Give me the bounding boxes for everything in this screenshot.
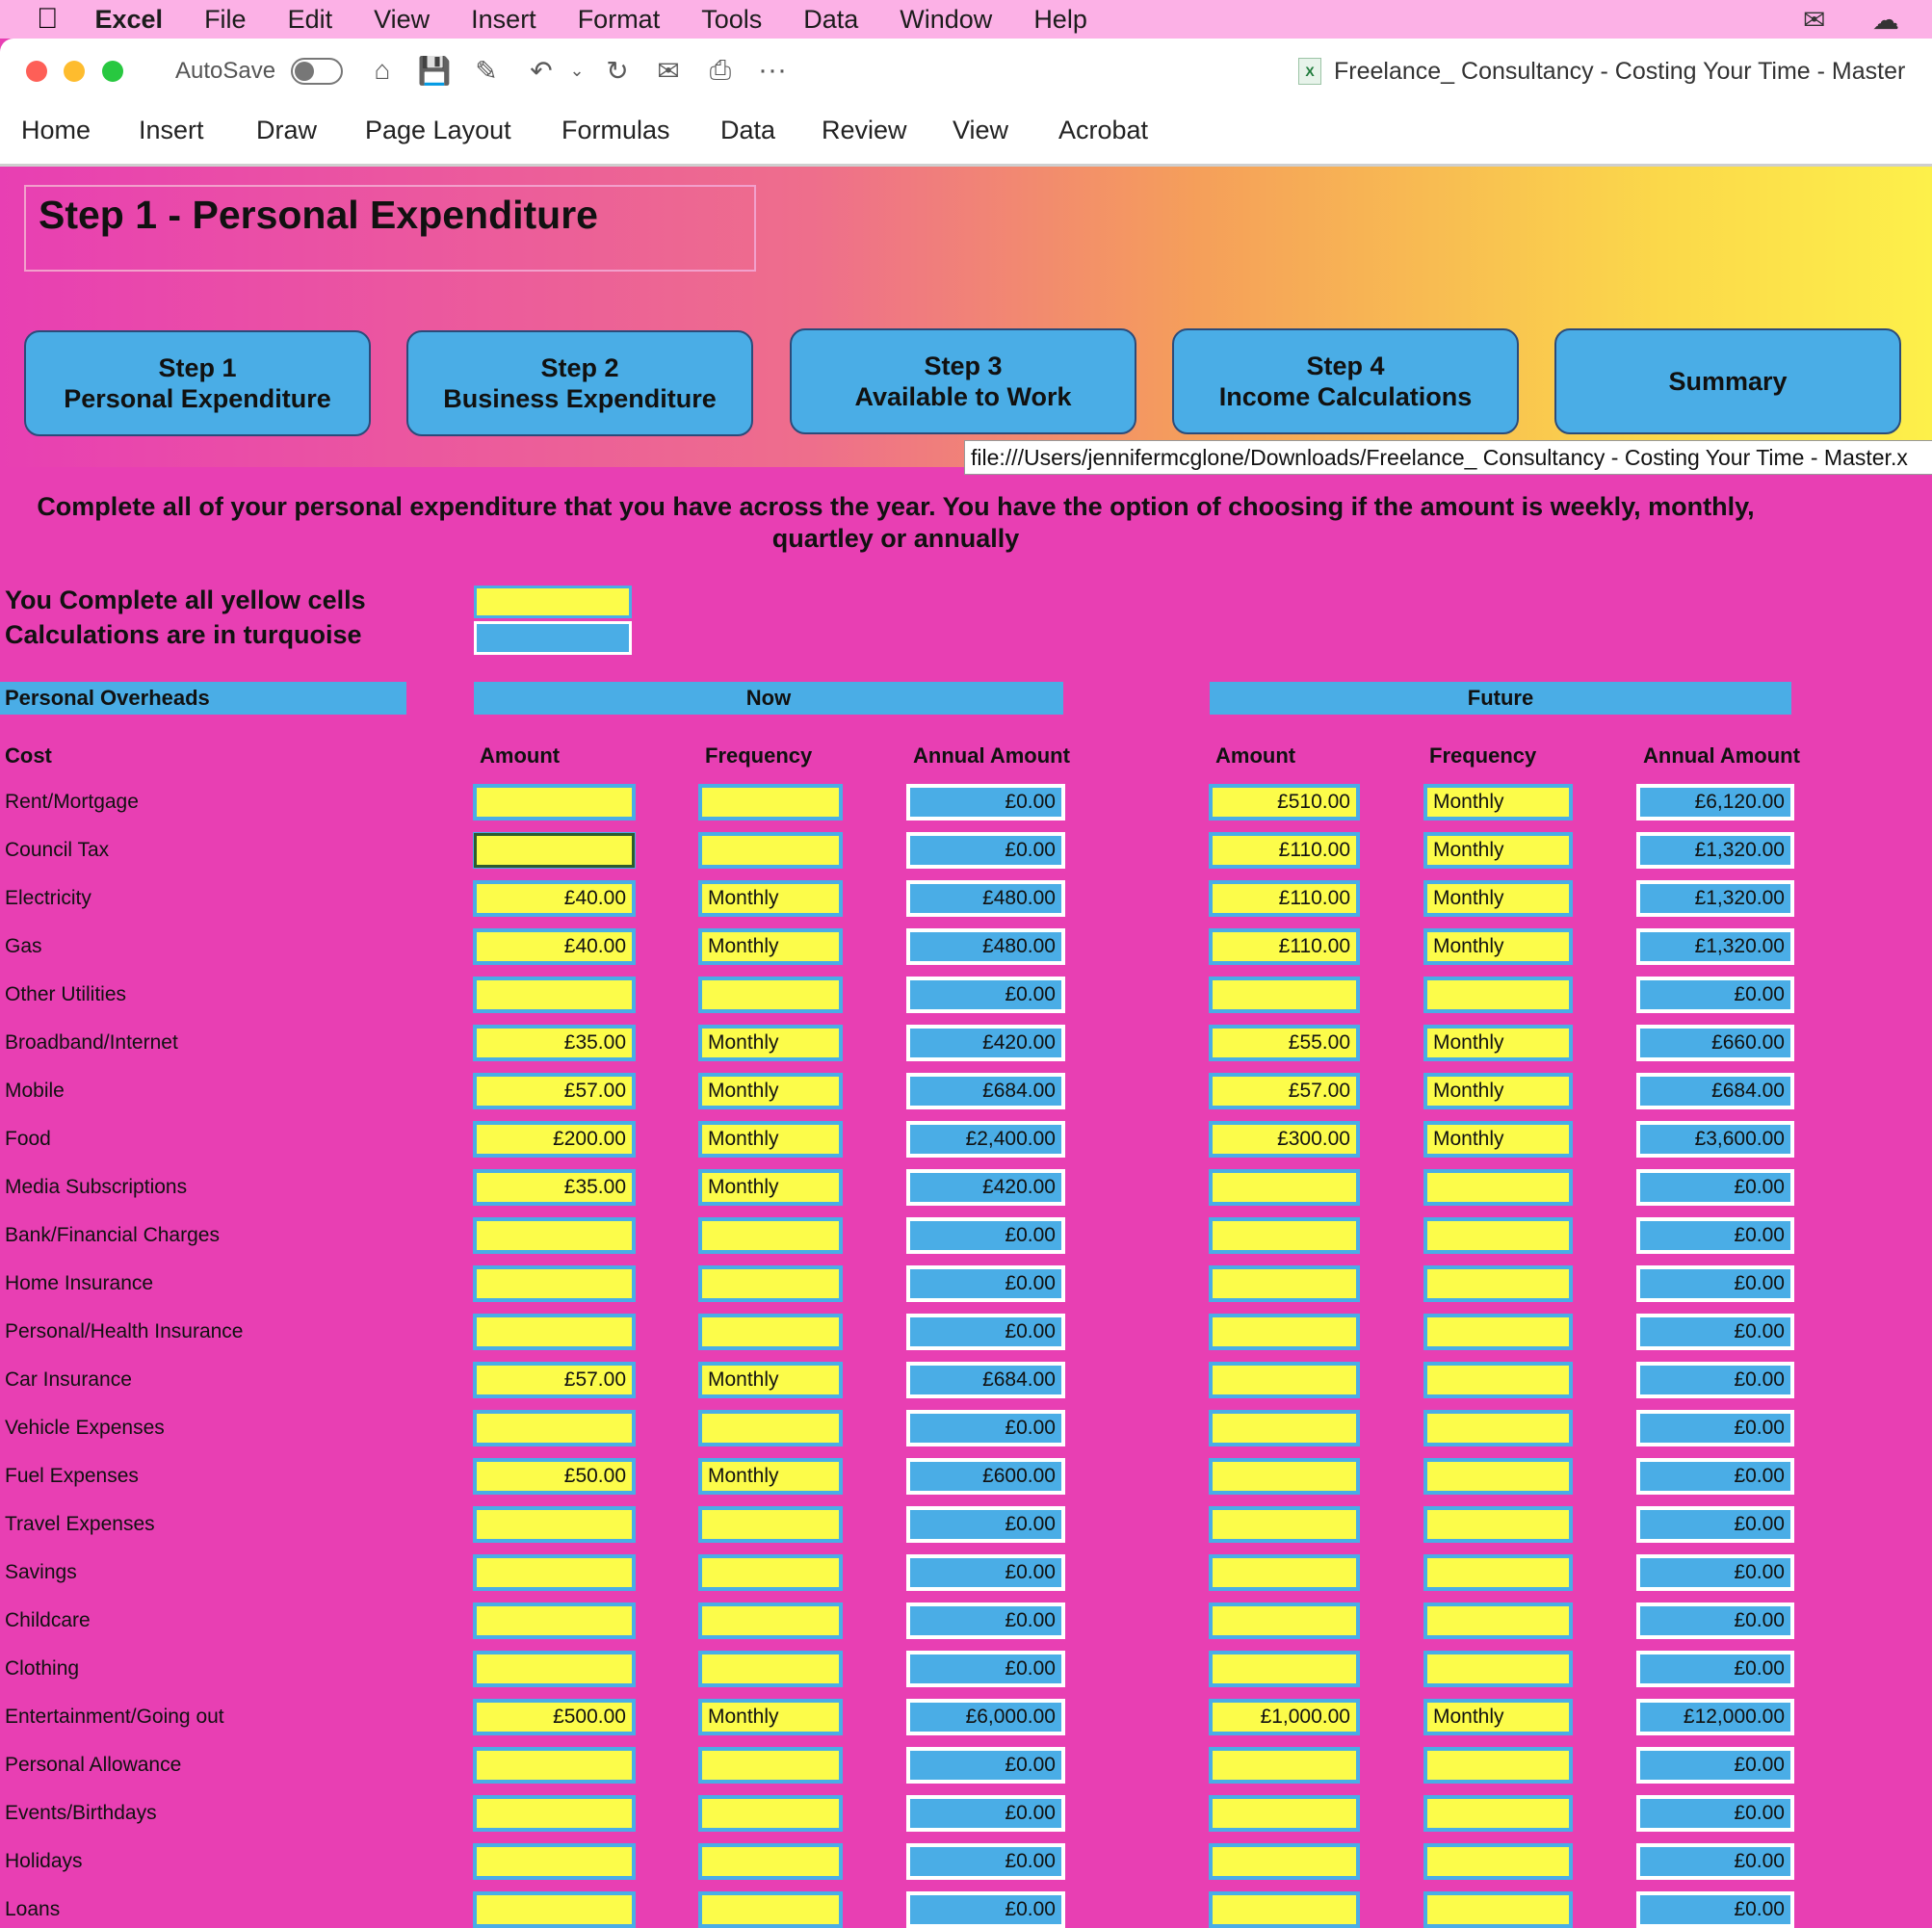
future-frequency-cell[interactable]	[1423, 1795, 1573, 1832]
menu-format[interactable]: Format	[556, 4, 639, 34]
now-amount-cell[interactable]: £200.00	[473, 1121, 636, 1158]
now-annual-cell[interactable]: £600.00	[906, 1458, 1065, 1495]
excel-file-icon: X	[1298, 58, 1321, 85]
now-frequency-cell[interactable]	[698, 1554, 843, 1591]
cost-label: Savings	[5, 1561, 77, 1583]
menu-window[interactable]: Window	[877, 4, 971, 34]
tab-insert[interactable]: Insert	[139, 116, 204, 144]
cost-label: Mobile	[5, 1080, 65, 1102]
future-amount-cell[interactable]: £110.00	[1209, 880, 1360, 917]
menu-edit[interactable]: Edit	[266, 4, 311, 34]
mac-menu-bar	[0, 0, 1932, 39]
outlook-icon[interactable]: ✉	[1803, 4, 1826, 35]
future-amount-cell[interactable]: £300.00	[1209, 1121, 1360, 1158]
future-annual-cell[interactable]: £6,120.00	[1636, 784, 1794, 821]
now-frequency-cell[interactable]	[698, 1747, 843, 1784]
future-annual-cell[interactable]: £0.00	[1636, 1506, 1794, 1543]
instructions-line-2: quartley or annually	[771, 524, 1020, 553]
future-frequency-cell[interactable]	[1423, 1362, 1573, 1398]
now-frequency-cell[interactable]: Monthly	[698, 1362, 843, 1398]
future-annual-cell[interactable]: £660.00	[1636, 1025, 1794, 1061]
legend-yellow-label: You Complete all yellow cells	[5, 586, 366, 614]
future-amount-cell[interactable]	[1209, 1265, 1360, 1302]
future-annual-cell[interactable]: £1,320.00	[1636, 880, 1794, 917]
future-annual-cell[interactable]: £0.00	[1636, 1843, 1794, 1880]
cost-label: Electricity	[5, 887, 91, 909]
hyperlink-tooltip: file:///Users/jennifermcglone/Downloads/Freelance_ Consultancy - Costing Your Time - Master.x	[964, 440, 1932, 475]
future-frequency-cell[interactable]	[1423, 1265, 1573, 1302]
tab-formulas[interactable]: Formulas	[561, 116, 670, 144]
now-amount-cell[interactable]	[473, 1843, 636, 1880]
document-title: Freelance_ Consultancy - Costing Your Time - Master	[1334, 58, 1906, 85]
cost-label: Holidays	[5, 1850, 83, 1872]
step-3-button[interactable]	[790, 328, 1136, 434]
undo-dropdown-chevron-icon[interactable]: ⌄	[569, 60, 585, 80]
now-frequency-cell[interactable]	[698, 1410, 843, 1446]
future-annual-cell[interactable]: £0.00	[1636, 1891, 1794, 1928]
now-annual-cell[interactable]: £0.00	[906, 1217, 1065, 1254]
future-frequency-cell[interactable]	[1423, 1891, 1573, 1928]
now-frequency-cell[interactable]	[698, 1217, 843, 1254]
now-annual-cell[interactable]: £0.00	[906, 1651, 1065, 1687]
now-amount-cell[interactable]: £57.00	[473, 1362, 636, 1398]
now-amount-cell[interactable]	[473, 1602, 636, 1639]
tab-page-layout[interactable]: Page Layout	[365, 116, 511, 144]
now-frequency-cell[interactable]	[698, 1795, 843, 1832]
now-annual-cell[interactable]: £0.00	[906, 784, 1065, 821]
future-amount-cell[interactable]: £57.00	[1209, 1073, 1360, 1109]
future-amount-cell[interactable]	[1209, 1891, 1360, 1928]
future-amount-cell[interactable]	[1209, 1314, 1360, 1350]
step-3-line2: Available to Work	[854, 382, 1072, 411]
now-frequency-cell[interactable]	[698, 1602, 843, 1639]
now-annual-cell[interactable]: £0.00	[906, 1410, 1065, 1446]
step-4-line2: Income Calculations	[1218, 382, 1473, 411]
now-amount-cell[interactable]	[473, 1891, 636, 1928]
future-frequency-cell[interactable]: Monthly	[1423, 928, 1573, 965]
menu-insert[interactable]: Insert	[449, 4, 515, 34]
cost-label: Clothing	[5, 1657, 80, 1680]
future-annual-cell[interactable]: £0.00	[1636, 1458, 1794, 1495]
now-amount-cell[interactable]	[473, 1747, 636, 1784]
now-amount-cell[interactable]	[473, 1265, 636, 1302]
menu-tools[interactable]: Tools	[679, 4, 741, 34]
home-icon[interactable]: ⌂	[374, 55, 391, 85]
future-annual-cell[interactable]: £0.00	[1636, 1362, 1794, 1398]
tab-view[interactable]: View	[953, 116, 1009, 144]
future-annual-cell[interactable]: £1,320.00	[1636, 928, 1794, 965]
tab-review[interactable]: Review	[822, 116, 907, 144]
now-frequency-cell[interactable]: Monthly	[698, 880, 843, 917]
now-amount-cell[interactable]: £57.00	[473, 1073, 636, 1109]
future-annual-cell[interactable]: £0.00	[1636, 1651, 1794, 1687]
instructions-line-1: Complete all of your personal expenditure that you have across the year. You have the option of choosing if the amount is weekly, monthly,	[37, 492, 1755, 521]
future-frequency-cell[interactable]	[1423, 977, 1573, 1013]
step-4-line1: Step 4	[1306, 352, 1385, 380]
future-annual-cell[interactable]: £684.00	[1636, 1073, 1794, 1109]
now-amount-cell[interactable]: £35.00	[473, 1025, 636, 1061]
now-annual-cell[interactable]: £480.00	[906, 880, 1065, 917]
cost-label: Loans	[5, 1898, 61, 1920]
future-annual-cell[interactable]: £0.00	[1636, 1554, 1794, 1591]
more-icon[interactable]: ···	[758, 54, 787, 86]
header-now-frequency: Frequency	[705, 743, 813, 768]
header-now-amount: Amount	[480, 743, 561, 768]
now-annual-cell[interactable]: £480.00	[906, 928, 1065, 965]
future-amount-cell[interactable]	[1209, 1217, 1360, 1254]
future-annual-cell[interactable]: £0.00	[1636, 1410, 1794, 1446]
future-annual-cell[interactable]: £0.00	[1636, 1265, 1794, 1302]
now-frequency-cell[interactable]	[698, 784, 843, 821]
cost-label: Travel Expenses	[5, 1513, 155, 1535]
future-frequency-cell[interactable]	[1423, 1410, 1573, 1446]
now-frequency-cell[interactable]	[698, 1506, 843, 1543]
now-frequency-cell[interactable]	[698, 1843, 843, 1880]
now-amount-cell[interactable]: £40.00	[473, 880, 636, 917]
now-annual-cell[interactable]: £0.00	[906, 1843, 1065, 1880]
cost-label: Broadband/Internet	[5, 1031, 178, 1054]
future-annual-cell[interactable]: £0.00	[1636, 1169, 1794, 1206]
future-annual-cell[interactable]: £0.00	[1636, 1602, 1794, 1639]
future-frequency-cell[interactable]	[1423, 1217, 1573, 1254]
cost-label: Home Insurance	[5, 1272, 154, 1294]
future-frequency-cell[interactable]	[1423, 1458, 1573, 1495]
header-now-annual: Annual Amount	[913, 743, 1070, 768]
tab-data[interactable]: Data	[720, 116, 776, 144]
header-future-annual: Annual Amount	[1643, 743, 1800, 768]
future-amount-cell[interactable]: £1,000.00	[1209, 1699, 1360, 1735]
cost-label: Personal/Health Insurance	[5, 1320, 244, 1342]
now-annual-cell[interactable]: £0.00	[906, 1795, 1065, 1832]
section-future: Future	[1210, 682, 1791, 715]
now-annual-cell[interactable]: £0.00	[906, 1554, 1065, 1591]
now-annual-cell[interactable]: £0.00	[906, 1891, 1065, 1928]
now-amount-cell[interactable]	[473, 1506, 636, 1543]
now-frequency-cell[interactable]: Monthly	[698, 1073, 843, 1109]
now-annual-cell[interactable]: £684.00	[906, 1073, 1065, 1109]
tab-home[interactable]: Home	[21, 116, 91, 144]
now-annual-cell[interactable]: £684.00	[906, 1362, 1065, 1398]
future-amount-cell[interactable]	[1209, 1362, 1360, 1398]
now-frequency-cell[interactable]: Monthly	[698, 1699, 843, 1735]
cost-label: Other Utilities	[5, 983, 127, 1005]
now-frequency-cell[interactable]	[698, 977, 843, 1013]
future-amount-cell[interactable]	[1209, 1795, 1360, 1832]
now-annual-cell[interactable]: £420.00	[906, 1025, 1065, 1061]
future-frequency-cell[interactable]: Monthly	[1423, 784, 1573, 821]
future-frequency-cell[interactable]: Monthly	[1423, 1025, 1573, 1061]
now-frequency-cell[interactable]: Monthly	[698, 1025, 843, 1061]
now-frequency-cell[interactable]: Monthly	[698, 1121, 843, 1158]
now-amount-cell[interactable]: £35.00	[473, 1169, 636, 1206]
future-annual-cell[interactable]: £0.00	[1636, 1217, 1794, 1254]
future-amount-cell[interactable]: £110.00	[1209, 928, 1360, 965]
close-window-button[interactable]	[26, 61, 47, 82]
future-frequency-cell[interactable]	[1423, 1314, 1573, 1350]
now-annual-cell[interactable]: £0.00	[906, 832, 1065, 869]
now-frequency-cell[interactable]	[698, 1651, 843, 1687]
legend-blue-swatch	[474, 621, 632, 655]
save-icon[interactable]: 💾	[417, 55, 452, 86]
now-annual-cell[interactable]: £0.00	[906, 1314, 1065, 1350]
now-amount-cell[interactable]	[473, 1554, 636, 1591]
summary-button[interactable]	[1554, 328, 1901, 434]
now-amount-cell[interactable]	[473, 1217, 636, 1254]
section-personal-overheads: Personal Overheads	[0, 682, 406, 715]
toggle-knob	[295, 62, 314, 81]
future-amount-cell[interactable]	[1209, 1651, 1360, 1687]
cost-label: Entertainment/Going out	[5, 1706, 224, 1728]
future-amount-cell[interactable]	[1209, 1843, 1360, 1880]
future-amount-cell[interactable]: £510.00	[1209, 784, 1360, 821]
menu-view[interactable]: View	[352, 4, 408, 34]
now-annual-cell[interactable]: £0.00	[906, 1747, 1065, 1784]
future-amount-cell[interactable]	[1209, 1602, 1360, 1639]
menu-data[interactable]: Data	[781, 4, 837, 34]
tab-acrobat[interactable]: Acrobat	[1058, 116, 1149, 144]
menu-app-excel[interactable]: Excel	[73, 4, 142, 34]
step-1-line2: Personal Expenditure	[64, 384, 331, 413]
future-annual-cell[interactable]: £1,320.00	[1636, 832, 1794, 869]
mail-icon[interactable]: ✉	[657, 55, 680, 86]
cost-label: Personal Allowance	[5, 1754, 182, 1776]
future-amount-cell[interactable]	[1209, 1169, 1360, 1206]
cost-label: Car Insurance	[5, 1368, 132, 1391]
cost-label: Vehicle Expenses	[5, 1417, 165, 1439]
header-future-frequency: Frequency	[1429, 743, 1537, 768]
cost-label: Media Subscriptions	[5, 1176, 188, 1198]
now-amount-cell[interactable]: £50.00	[473, 1458, 636, 1495]
section-now: Now	[474, 682, 1063, 715]
cost-label: Food	[5, 1128, 51, 1150]
now-amount-cell[interactable]	[473, 1410, 636, 1446]
now-amount-cell[interactable]	[473, 1795, 636, 1832]
future-frequency-cell[interactable]	[1423, 1843, 1573, 1880]
now-frequency-cell[interactable]	[698, 1265, 843, 1302]
step-3-line1: Step 3	[924, 352, 1003, 380]
autosave-toggle[interactable]	[291, 58, 343, 85]
future-frequency-cell[interactable]: Monthly	[1423, 832, 1573, 869]
undo-icon[interactable]: ↶	[530, 55, 553, 86]
step-2-button[interactable]	[406, 330, 753, 436]
now-annual-cell[interactable]: £6,000.00	[906, 1699, 1065, 1735]
future-frequency-cell[interactable]: Monthly	[1423, 1073, 1573, 1109]
future-amount-cell[interactable]	[1209, 977, 1360, 1013]
future-frequency-cell[interactable]: Monthly	[1423, 880, 1573, 917]
legend-yellow-swatch	[474, 586, 632, 618]
redo-icon[interactable]: ↻	[606, 55, 629, 86]
future-amount-cell[interactable]	[1209, 1506, 1360, 1543]
tab-draw[interactable]: Draw	[256, 116, 318, 144]
cost-label: Bank/Financial Charges	[5, 1224, 220, 1246]
autosave-label: AutoSave	[175, 58, 276, 84]
now-amount-cell[interactable]	[473, 1651, 636, 1687]
now-annual-cell[interactable]: £2,400.00	[906, 1121, 1065, 1158]
now-frequency-cell[interactable]	[698, 1891, 843, 1928]
header-cost: Cost	[5, 743, 52, 768]
minimize-window-button[interactable]	[64, 61, 85, 82]
future-frequency-cell[interactable]: Monthly	[1423, 1699, 1573, 1735]
step-2-line2: Business Expenditure	[443, 384, 717, 413]
future-frequency-cell[interactable]	[1423, 1169, 1573, 1206]
now-annual-cell[interactable]: £0.00	[906, 1265, 1065, 1302]
instructions-text	[0, 491, 1791, 555]
future-amount-cell[interactable]: £55.00	[1209, 1025, 1360, 1061]
future-frequency-cell[interactable]	[1423, 1554, 1573, 1591]
now-amount-cell[interactable]: £500.00	[473, 1699, 636, 1735]
cost-label: Fuel Expenses	[5, 1465, 139, 1487]
menu-help[interactable]: Help	[1011, 4, 1066, 34]
now-amount-cell[interactable]	[473, 1314, 636, 1350]
now-frequency-cell[interactable]: Monthly	[698, 928, 843, 965]
future-frequency-cell[interactable]	[1423, 1602, 1573, 1639]
future-annual-cell[interactable]: £0.00	[1636, 1795, 1794, 1832]
future-annual-cell[interactable]: £0.00	[1636, 977, 1794, 1013]
step-2-line1: Step 2	[540, 353, 619, 382]
future-amount-cell[interactable]	[1209, 1554, 1360, 1591]
now-annual-cell[interactable]: £0.00	[906, 1602, 1065, 1639]
cost-label: Council Tax	[5, 839, 110, 861]
cost-label: Events/Birthdays	[5, 1802, 157, 1824]
summary-label: Summary	[1668, 367, 1788, 396]
step-1-button[interactable]	[24, 330, 371, 436]
now-frequency-cell[interactable]: Monthly	[698, 1458, 843, 1495]
future-annual-cell[interactable]: £12,000.00	[1636, 1699, 1794, 1735]
now-amount-cell[interactable]	[473, 784, 636, 821]
apple-icon[interactable]	[37, 3, 59, 36]
step-1-line1: Step 1	[158, 353, 237, 382]
now-frequency-cell[interactable]: Monthly	[698, 1169, 843, 1206]
future-amount-cell[interactable]: £110.00	[1209, 832, 1360, 869]
zoom-window-button[interactable]	[102, 61, 123, 82]
now-frequency-cell[interactable]	[698, 1314, 843, 1350]
print-icon[interactable]: ⎙	[709, 54, 732, 85]
now-annual-cell[interactable]: £0.00	[906, 977, 1065, 1013]
save-as-icon[interactable]: ✎	[475, 55, 498, 86]
step-4-button[interactable]	[1172, 328, 1519, 434]
creative-cloud-icon[interactable]: ☁	[1872, 4, 1899, 35]
header-future-amount: Amount	[1215, 743, 1296, 768]
future-annual-cell[interactable]: £3,600.00	[1636, 1121, 1794, 1158]
menu-file[interactable]: File	[182, 4, 225, 34]
now-annual-cell[interactable]: £420.00	[906, 1169, 1065, 1206]
future-frequency-cell[interactable]: Monthly	[1423, 1121, 1573, 1158]
cost-label: Rent/Mortgage	[5, 791, 139, 813]
now-annual-cell[interactable]: £0.00	[906, 1506, 1065, 1543]
future-amount-cell[interactable]	[1209, 1458, 1360, 1495]
future-amount-cell[interactable]	[1209, 1747, 1360, 1784]
now-frequency-cell[interactable]	[698, 832, 843, 869]
future-amount-cell[interactable]	[1209, 1410, 1360, 1446]
future-frequency-cell[interactable]	[1423, 1651, 1573, 1687]
future-annual-cell[interactable]: £0.00	[1636, 1314, 1794, 1350]
now-amount-cell[interactable]	[473, 977, 636, 1013]
now-amount-cell[interactable]	[473, 832, 636, 869]
future-frequency-cell[interactable]	[1423, 1747, 1573, 1784]
cost-label: Childcare	[5, 1609, 91, 1631]
cost-label: Gas	[5, 935, 42, 957]
now-amount-cell[interactable]: £40.00	[473, 928, 636, 965]
future-annual-cell[interactable]: £0.00	[1636, 1747, 1794, 1784]
future-frequency-cell[interactable]	[1423, 1506, 1573, 1543]
page-title: Step 1 - Personal Expenditure	[39, 193, 598, 237]
legend-blue-label: Calculations are in turquoise	[5, 620, 362, 649]
